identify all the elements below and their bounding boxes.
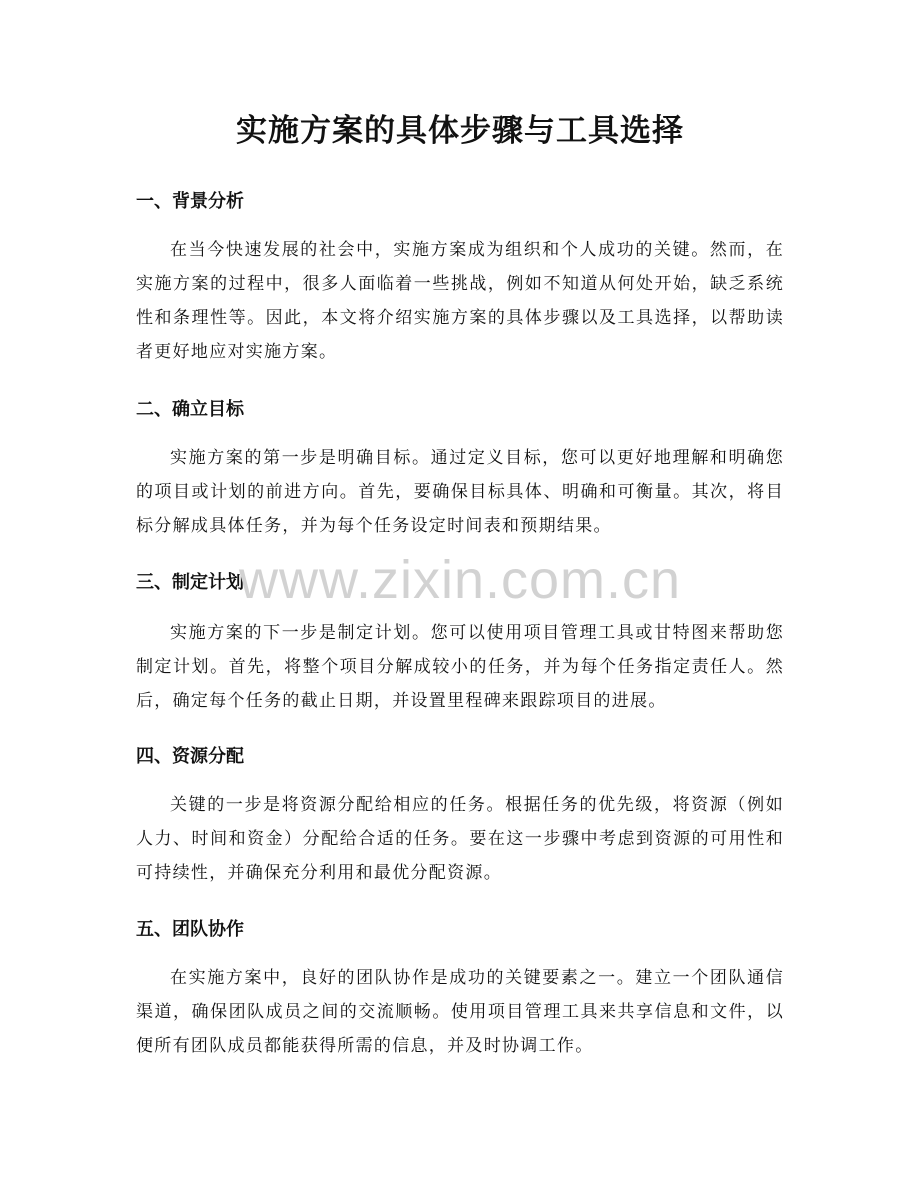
section-paragraph-background: 在当今快速发展的社会中，实施方案成为组织和个人成功的关键。然而，在实施方案的过程中，很多人面临着一些挑战，例如不知道从何处开始，缺乏系统性和条理性等。因此，本文将介绍实施方案的具体步骤以及工具选择，以帮助读者更好地应对实施方案。 <box>136 240 784 362</box>
section-heading-background: 一、背景分析 <box>136 191 244 212</box>
section-paragraph-resources: 关键的一步是将资源分配给相应的任务。根据任务的优先级，将资源（例如人力、时间和资金）分配给合适的任务。要在这一步骤中考虑到资源的可用性和可持续性，并确保充分利用和最优分配资源。 <box>136 795 784 883</box>
section-paragraph-teamwork: 在实施方案中，良好的团队协作是成功的关键要素之一。建立一个团队通信渠道，确保团队成员之间的交流顺畅。使用项目管理工具来共享信息和文件，以便所有团队成员都能获得所需的信息，并及时协调工作。 <box>136 968 784 1056</box>
watermark: www.zixin.com.cn <box>238 550 682 610</box>
section-heading-resources: 四、资源分配 <box>136 746 244 767</box>
document-title: 实施方案的具体步骤与工具选择 <box>236 113 684 149</box>
section-heading-teamwork: 五、团队协作 <box>136 919 244 940</box>
section-heading-goals: 二、确立目标 <box>136 399 244 420</box>
section-heading-plan: 三、制定计划 <box>136 572 244 593</box>
section-paragraph-plan: 实施方案的下一步是制定计划。您可以使用项目管理工具或甘特图来帮助您制定计划。首先，将整个项目分解成较小的任务，并为每个任务指定责任人。然后，确定每个任务的截止日期，并设置里程碑来跟踪项目的进展。 <box>136 623 784 711</box>
section-paragraph-goals: 实施方案的第一步是明确目标。通过定义目标，您可以更好地理解和明确您的项目或计划的前进方向。首先，要确保目标具体、明确和可衡量。其次，将目标分解成具体任务，并为每个任务设定时间表和预期结果。 <box>136 448 784 536</box>
